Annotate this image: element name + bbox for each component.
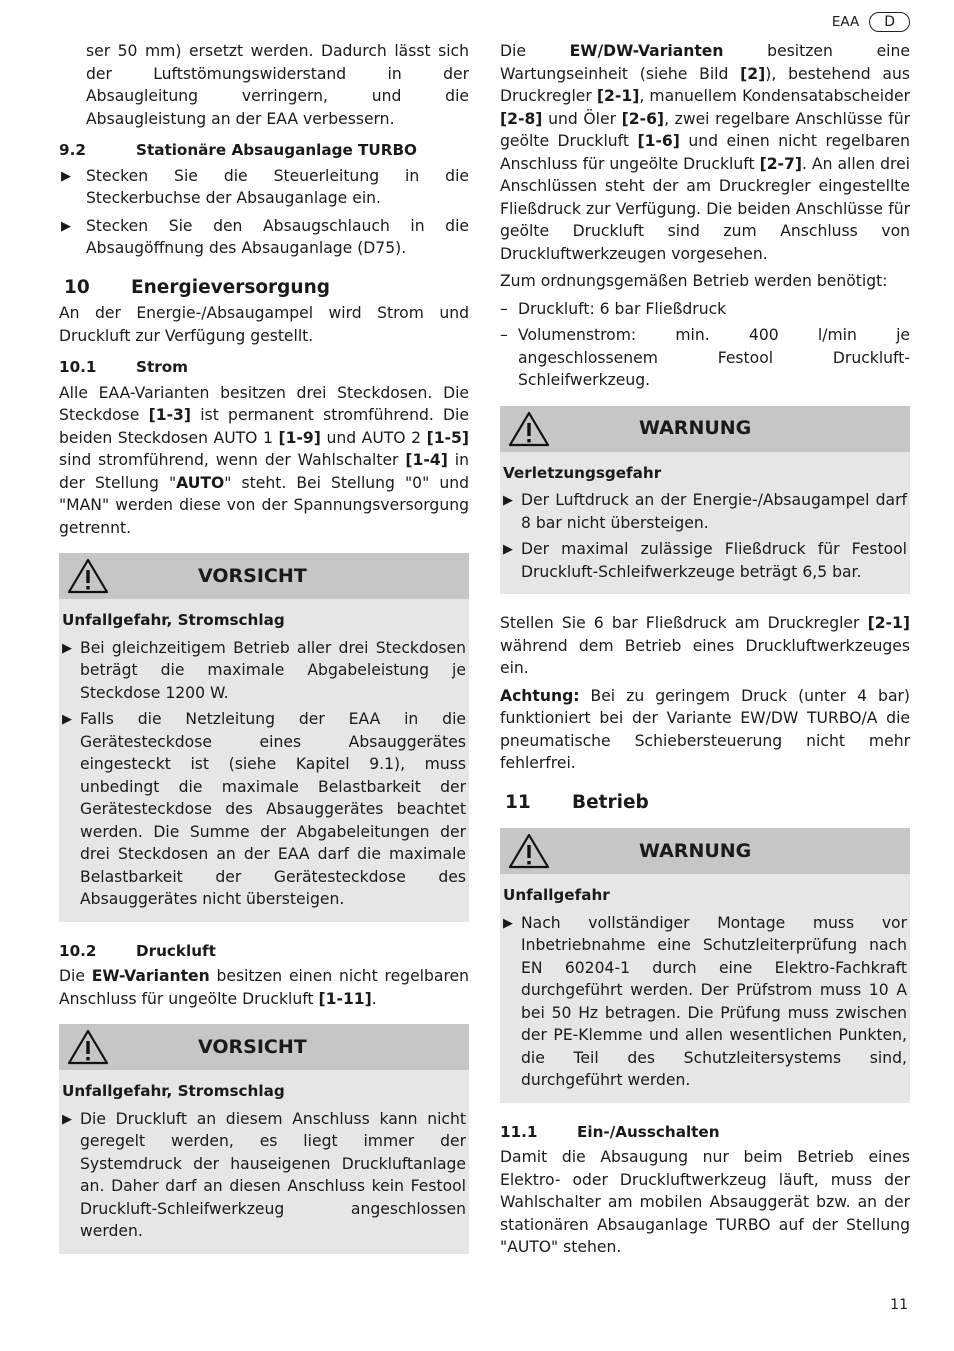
warning-triangle-icon bbox=[500, 833, 564, 869]
warning-box bbox=[500, 828, 910, 1103]
paragraph: An der Energie-/Absaugampel wird Strom und Druckluft zur Verfügung gestellt. bbox=[59, 304, 469, 345]
section-number: 11.1 bbox=[500, 1122, 538, 1141]
list-item: – Druckluft: 6 bar Fließdruck bbox=[500, 298, 910, 321]
list-item: ▶ Die Druckluft an diesem Anschluss kann nicht geregelt werden, es liegt immer der Systemdruck der hauseigenen Druckluftanlage an. Daher darf an diesen Anschluss kein Festool Druckluft-Schleifwerkzeug angeschlossen werden. bbox=[62, 1109, 466, 1240]
section-title: Ein-/Ausschalten bbox=[577, 1122, 720, 1141]
list-item: ▶ Falls die Netzleitung der EAA in die Gerätesteckdose eines Absauggerätes eingesteckt ist (siehe Kapitel 9.1), muss unbedingt die maximale Belastbarkeit der Gerätesteckdose des Absauggerätes beachtet werden. Die Summe der Abgabeleitungen der drei Steckdosen an der EAA darf die maximale Belastbarkeit der Gerätesteckdose des Absauggerätes nicht übersteigen. bbox=[62, 710, 466, 908]
warning-header bbox=[500, 406, 910, 452]
caution-header bbox=[59, 553, 469, 599]
left-column bbox=[59, 40, 469, 1272]
page-header bbox=[832, 12, 910, 32]
language-badge: D bbox=[869, 12, 910, 32]
paragraph-druckluft: Die EW-Varianten besitzen einen nicht regelbaren Anschluss für ungeölte Druckluft [1-11]. bbox=[59, 967, 469, 1008]
warning-list bbox=[500, 912, 910, 1092]
list-item: ▶ Nach vollständiger Montage muss vor Inbetriebnahme eine Schutzleiterprüfung nach EN 60204-1 durch eine Elektro-Fachkraft durchgeführt werden. Der Prüfstrom muss 10 A bei 50 Hz betragen. Die Prüfung muss zwischen der PE-Klemme und allen wesentlichen Punkten, die Teil des Schutzleitersystems sind, durchgeführt werden. bbox=[503, 913, 907, 1089]
caution-box bbox=[59, 553, 469, 922]
paragraph-strom: Alle EAA-Varianten besitzen drei Steckdosen. Die Steckdose [1-3] ist permanent stromführend. Die beiden Steckdosen AUTO 1 [1-9] und AUTO 2 [1-5] sind stromführend, wenn der Wahlschalter [1-4] in der Stellung "AUTO" steht. Bei Stellung "0" und "MAN" werden diese von der Spannungsversorgung getrennt. bbox=[59, 383, 469, 537]
dash-bullet: – bbox=[500, 326, 508, 344]
paragraph-fliessdruck: Stellen Sie 6 bar Fließdruck am Druckregler [2-1] während dem Betrieb eines Druckluftwerkzeuges ein. bbox=[500, 614, 910, 677]
paragraph-wartungseinheit: Die EW/DW-Varianten besitzen eine Wartungseinheit (siehe Bild [2]), bestehend aus Druckregler [2-1], manuellem Kondensatabscheider [2-8] und Öler [2-6], zwei regelbare Anschlüsse für geölte Druckluft [1-6] und einen nicht regelbaren Anschluss für ungeölte Druckluft [2-7]. An allen drei Anschlüssen steht der am Druckregler eingestellte Fließdruck zur Verfügung. Die beiden Anschlüsse für geölte Druckluft sind zum Anschluss von Druckluftwerkzeugen vorgesehen. bbox=[500, 42, 911, 263]
warning-box bbox=[500, 406, 910, 595]
warning-title: WARNUNG bbox=[639, 417, 752, 440]
caution-subtitle: Unfallgefahr, Stromschlag bbox=[62, 611, 285, 629]
section-number: 11 bbox=[505, 791, 531, 813]
section-9-2-heading bbox=[59, 139, 469, 162]
warning-triangle-icon bbox=[59, 558, 123, 594]
page-number: 11 bbox=[890, 1297, 908, 1313]
warning-triangle-icon bbox=[500, 411, 564, 447]
reference: [2-6] bbox=[621, 109, 665, 128]
triangle-bullet-icon: ▶ bbox=[62, 1111, 72, 1127]
caution-title: VORSICHT bbox=[198, 1035, 307, 1058]
section-number: 10.1 bbox=[59, 358, 97, 376]
section-title: Stationäre Absauganlage TURBO bbox=[136, 141, 417, 159]
reference: [2-1] bbox=[867, 614, 910, 632]
warning-triangle-icon bbox=[59, 1029, 123, 1065]
reference: AUTO bbox=[176, 473, 225, 492]
caution-box bbox=[59, 1024, 469, 1254]
paragraph: Zum ordnungsgemäßen Betrieb werden benötigt: bbox=[500, 272, 888, 290]
list-item: ▶ Der Luftdruck an der Energie-/Absaugampel darf 8 bar nicht übersteigen. bbox=[503, 491, 907, 532]
warning-subtitle: Unfallgefahr bbox=[503, 886, 610, 904]
product-code: EAA bbox=[831, 14, 860, 30]
section-title: Energieversorgung bbox=[131, 276, 331, 298]
reference: [1-5] bbox=[426, 428, 469, 447]
right-column bbox=[500, 40, 910, 1264]
reference: [2] bbox=[740, 64, 766, 83]
triangle-bullet-icon: ▶ bbox=[503, 493, 513, 508]
reference: [1-4] bbox=[405, 451, 448, 469]
caution-list bbox=[59, 1108, 469, 1243]
reference: [1-9] bbox=[278, 428, 321, 447]
intro-paragraph: ser 50 mm) ersetzt werden. Dadurch lässt sich der Luftstömungswiderstand in der Absaugleitung verringern, und die Absaugleistung an der EAA verbessern. bbox=[86, 42, 469, 128]
paragraph: Damit die Absaugung nur beim Betrieb eines Elektro- oder Druckluftwerkzeug läuft, muss der Wahlschalter am mobilen Absauggerät bzw. an der stationären Absauganlage TURBO auf der Stellung "AUTO" stehen. bbox=[500, 1148, 910, 1256]
caution-title: VORSICHT bbox=[198, 564, 307, 587]
section-number: 10.2 bbox=[59, 941, 97, 960]
section-10-1-heading bbox=[59, 356, 469, 379]
warning-header bbox=[500, 828, 910, 874]
triangle-bullet-icon: ▶ bbox=[61, 218, 71, 234]
section-11-1-heading bbox=[500, 1121, 910, 1144]
list-item: – Volumenstrom: min. 400 l/min je angeschlossenem Festool Druckluft-Schleifwerkzeug. bbox=[500, 326, 910, 389]
warning-title: WARNUNG bbox=[639, 839, 752, 862]
instruction-list bbox=[59, 165, 469, 260]
list-item: ▶ Der maximal zulässige Fließdruck für Festool Druckluft-Schleifwerkzeuge beträgt 6,5 bar. bbox=[503, 540, 907, 581]
warning-list bbox=[500, 489, 910, 583]
caution-subtitle: Unfallgefahr, Stromschlag bbox=[62, 1082, 285, 1100]
section-10-2-heading bbox=[59, 940, 469, 963]
list-item: ▶ Bei gleichzeitigem Betrieb aller drei Steckdosen beträgt die maximale Abgabeleistung je Steckdose 1200 W. bbox=[62, 638, 466, 702]
requirements-list bbox=[500, 298, 910, 392]
triangle-bullet-icon: ▶ bbox=[503, 915, 513, 931]
triangle-bullet-icon: ▶ bbox=[62, 712, 72, 727]
caution-list bbox=[59, 637, 469, 911]
section-11-heading bbox=[500, 792, 910, 815]
section-10-heading bbox=[59, 277, 469, 300]
dash-bullet: – bbox=[500, 299, 508, 318]
section-title: Strom bbox=[136, 358, 188, 376]
list-item: ▶ Stecken Sie die Steuerleitung in die Steckerbuchse der Absauganlage ein. bbox=[61, 166, 469, 207]
section-title: Druckluft bbox=[136, 941, 216, 960]
triangle-bullet-icon: ▶ bbox=[61, 168, 71, 184]
reference: [2-8] bbox=[500, 109, 543, 128]
reference: [1-11] bbox=[318, 989, 372, 1008]
triangle-bullet-icon: ▶ bbox=[62, 640, 72, 656]
caution-header bbox=[59, 1024, 469, 1070]
triangle-bullet-icon: ▶ bbox=[503, 542, 513, 557]
reference: [1-3] bbox=[148, 406, 192, 424]
section-title: Betrieb bbox=[572, 791, 649, 813]
reference: [2-1] bbox=[596, 87, 640, 105]
section-number: 9.2 bbox=[59, 141, 86, 159]
reference: [2-7] bbox=[759, 154, 802, 173]
warning-subtitle: Verletzungsgefahr bbox=[503, 463, 662, 482]
section-number: 10 bbox=[64, 276, 90, 298]
list-item: ▶ Stecken Sie den Absaugschlauch in die Absaugöffnung des Absauganlage (D75). bbox=[61, 216, 469, 257]
paragraph-achtung: Achtung: Bei zu geringem Druck (unter 4 bar) funktioniert bei der Variante EW/DW TURBO/A die pneumatische Schiebersteuerung nicht mehr fehlerfrei. bbox=[500, 686, 910, 772]
reference: [1-6] bbox=[637, 132, 680, 150]
